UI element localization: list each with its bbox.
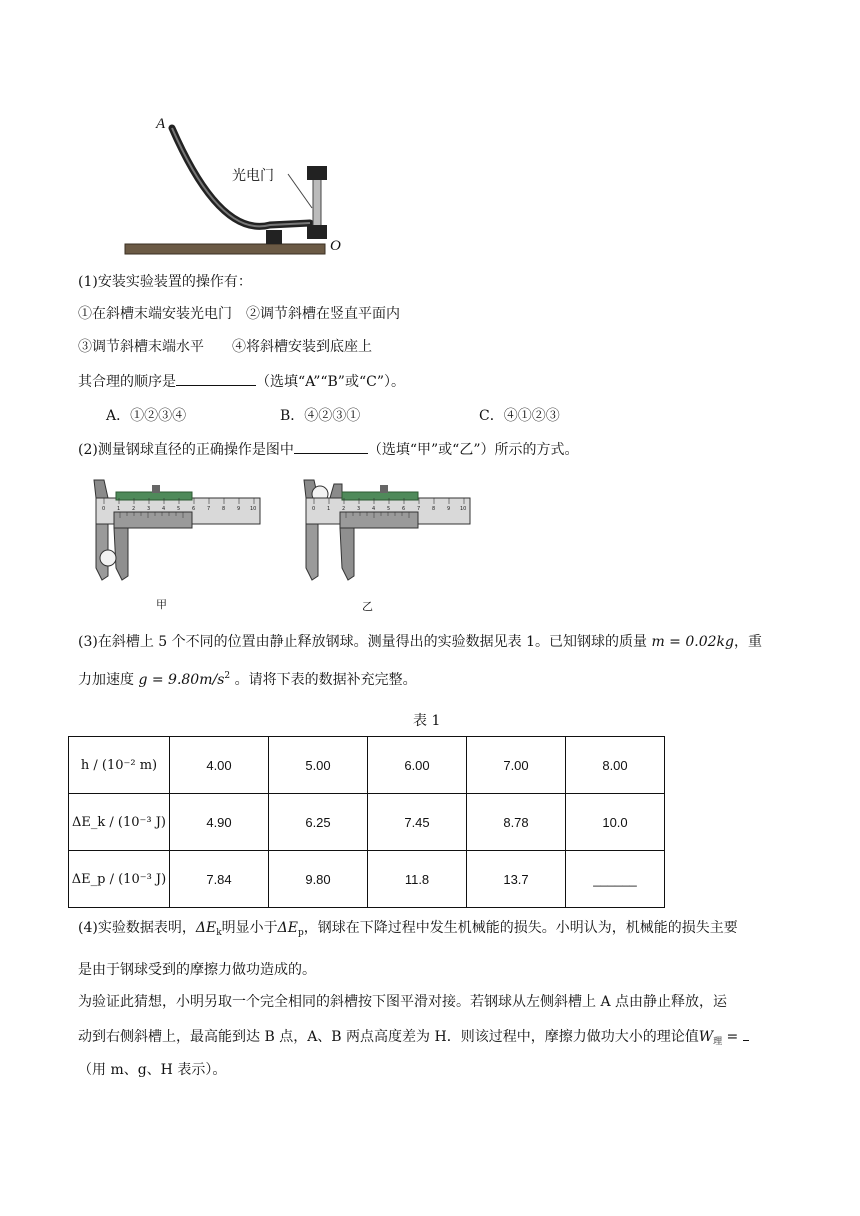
table-cell: 6.00 xyxy=(368,737,467,794)
caliper-yi-digit-10: 10 xyxy=(460,506,467,512)
q4-dep-sub: p xyxy=(298,928,304,938)
q1-option-c: C．④①②③ xyxy=(479,408,560,424)
caliper-jia-digit-2: 2 xyxy=(132,506,136,512)
q2-prompt-before: (2)测量钢球直径的正确操作是图中 xyxy=(78,442,294,458)
q1-title: (1)安装实验装置的操作有： xyxy=(78,274,252,290)
caliper-jia-digit-7: 7 xyxy=(207,506,211,512)
table-cell: 11.8 xyxy=(368,851,467,908)
table-caption: 表 1 xyxy=(413,713,441,729)
caliper-yi-figure xyxy=(284,472,474,582)
q4-line4 xyxy=(78,1026,749,1052)
caliper-jia-digit-6: 6 xyxy=(192,506,196,512)
photogate-top xyxy=(307,166,327,180)
table-cell: 7.00 xyxy=(467,737,566,794)
label-a: A xyxy=(156,116,166,132)
q1-prompt xyxy=(78,371,405,392)
q1-prompt-after: （选填“A”“B”或“C”）。 xyxy=(256,374,405,390)
photogate-bottom xyxy=(307,225,327,239)
table-row xyxy=(69,794,665,851)
caliper-yi-digit-0: 0 xyxy=(312,506,316,512)
q4-line4-a: 动到右侧斜槽上，最高能到达 B 点，A、B 两点高度差为 H．则该过程中，摩擦力做功大小的理论值 xyxy=(78,1029,699,1045)
table-cell: 7.84 xyxy=(170,851,269,908)
q1-prompt-before: 其合理的顺序是 xyxy=(78,374,176,390)
caliper-jia-digit-9: 9 xyxy=(237,506,241,512)
caliper-jia-digit-10: 10 xyxy=(250,506,257,512)
caliper-jia-figure xyxy=(74,472,264,582)
caliper-yi-digit-4: 4 xyxy=(372,506,376,512)
q4-line5: （用 m、g、H 表示）。 xyxy=(78,1062,227,1078)
caliper-jia-digit-4: 4 xyxy=(162,506,166,512)
q3-gravity-exp: 2 xyxy=(224,671,231,681)
caliper-jia-digit-5: 5 xyxy=(177,506,181,512)
table-cell: 4.00 xyxy=(170,737,269,794)
caliper-yi-digit-9: 9 xyxy=(447,506,451,512)
row-label-ek: ΔE_k / (10⁻³ J) xyxy=(69,794,170,851)
row-label-h: h / (10⁻² m) xyxy=(69,737,170,794)
q4-dep: ΔE xyxy=(277,920,298,936)
table-cell: 10.0 xyxy=(566,794,665,851)
q2-answer-blank[interactable] xyxy=(294,439,368,454)
chute-apparatus-figure xyxy=(120,108,350,260)
q2-prompt-after: （选填“甲”或“乙”）所示的方式。 xyxy=(367,442,579,458)
q2-prompt xyxy=(78,439,578,460)
q4-line1-a: (4)实验数据表明， xyxy=(78,920,196,936)
data-table xyxy=(68,736,665,908)
q4-answer-blank[interactable] xyxy=(743,1026,749,1041)
table-cell: 6.25 xyxy=(269,794,368,851)
q3-line1-text: (3)在斜槽上 5 个不同的位置由静止释放钢球。测量得出的实验数据见表 1。已知钢球的质量 xyxy=(78,634,647,650)
base-plate xyxy=(125,244,325,254)
q4-w: W xyxy=(698,1029,714,1045)
q4-w-eq: = xyxy=(722,1029,743,1045)
caption-jia: 甲 xyxy=(156,598,167,611)
caption-yi: 乙 xyxy=(362,600,373,613)
caliper-yi-digit-3: 3 xyxy=(357,506,361,512)
table-answer-blank[interactable]: ______ xyxy=(566,851,665,908)
caliper-jia-digit-8: 8 xyxy=(222,506,226,512)
support-block xyxy=(266,230,282,244)
caliper-jia-digit-0: 0 xyxy=(102,506,106,512)
q1-steps-line2: ③调节斜槽末端水平 ④将斜槽安装到底座上 xyxy=(78,339,372,355)
q4-line3: 为验证此猜想，小明另取一个完全相同的斜槽按下图平滑对接。若钢球从左侧斜槽上 A 点由静止释放，运 xyxy=(78,994,728,1010)
q4-dek-sub: k xyxy=(216,928,222,938)
q1-option-b: B．④②③① xyxy=(280,408,361,424)
table-cell: 7.45 xyxy=(368,794,467,851)
q4-line2: 是由于钢球受到的摩擦力做功造成的。 xyxy=(78,962,316,978)
table-cell: 5.00 xyxy=(269,737,368,794)
label-o: O xyxy=(330,238,341,254)
q3-mass: m = 0.02kg xyxy=(651,634,734,650)
caliper-yi-digit-7: 7 xyxy=(417,506,421,512)
table-cell: 8.78 xyxy=(467,794,566,851)
table-row xyxy=(69,737,665,794)
photogate-pole xyxy=(313,176,321,226)
table-cell: 9.80 xyxy=(269,851,368,908)
q3-line1 xyxy=(78,632,762,652)
caliper-yi-digit-5: 5 xyxy=(387,506,391,512)
q1-option-a: A．①②③④ xyxy=(106,408,187,424)
caliper-jia-digit-1: 1 xyxy=(117,506,121,512)
q1-answer-blank[interactable] xyxy=(176,371,256,386)
caliper-yi-digit-2: 2 xyxy=(342,506,346,512)
q3-line1-end: ，重 xyxy=(733,634,762,650)
caliper-yi-digit-1: 1 xyxy=(327,506,331,512)
q3-line2-after: 。请将下表的数据补充完整。 xyxy=(234,672,417,688)
q1-steps-line1: ①在斜槽末端安装光电门 ②调节斜槽在竖直平面内 xyxy=(78,306,400,322)
q4-line1-b: 明显小于 xyxy=(221,920,278,936)
q3-line2-before: 力加速度 xyxy=(78,672,134,688)
row-label-ep: ΔE_p / (10⁻³ J) xyxy=(69,851,170,908)
q4-dek: ΔE xyxy=(195,920,217,936)
table-cell: 4.90 xyxy=(170,794,269,851)
q3-line2 xyxy=(78,666,417,690)
q4-line1-c: ，钢球在下降过程中发生机械能的损失。小明认为，机械能的损失主要 xyxy=(303,920,738,936)
caliper-yi-digit-6: 6 xyxy=(402,506,406,512)
table-cell: 8.00 xyxy=(566,737,665,794)
table-cell: 13.7 xyxy=(467,851,566,908)
q3-gravity: g = 9.80m/s xyxy=(138,672,225,688)
q4-line1 xyxy=(78,918,738,943)
caliper-yi-digit-8: 8 xyxy=(432,506,436,512)
q4-w-sub: 理 xyxy=(713,1037,723,1047)
label-photogate: 光电门 xyxy=(232,168,274,184)
table-row xyxy=(69,851,665,908)
caliper-jia-digit-3: 3 xyxy=(147,506,151,512)
